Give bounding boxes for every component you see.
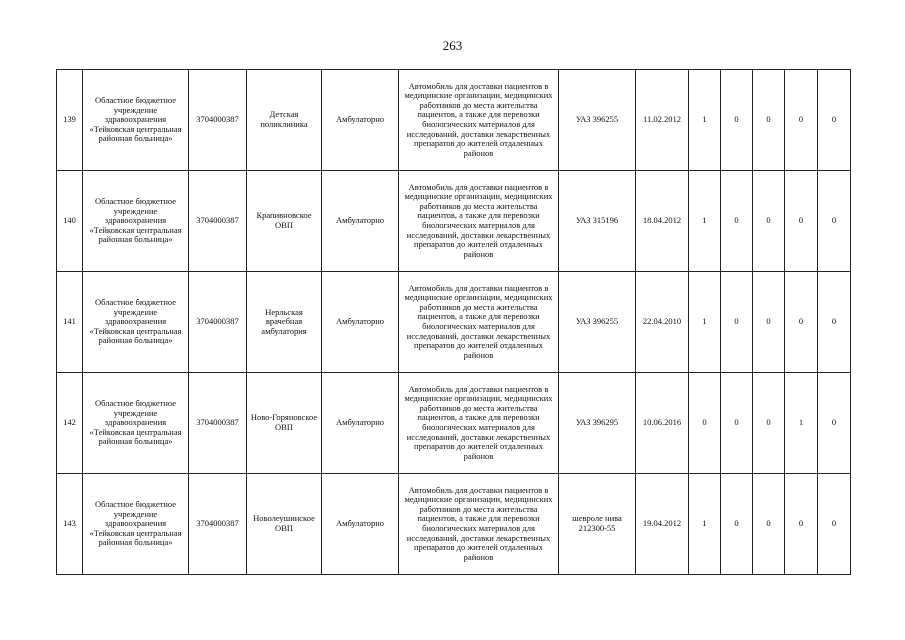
count-cell: 0 xyxy=(818,272,851,373)
subdivision-name: Новолеушинское ОВП xyxy=(247,474,322,575)
vehicle-purpose: Автомобиль для доставки пациентов в медицинские организации, медицинских работников до места жительства пациентов, а также для перевозки биологических материалов для исследований, доставки лекарственных препаратов до жителей отдаленных районов xyxy=(399,474,559,575)
count-cell: 0 xyxy=(721,474,753,575)
organization-name: Областное бюджетное учреждение здравоохранения «Тейковская центральная районная больница» xyxy=(83,70,189,171)
vehicle-purpose: Автомобиль для доставки пациентов в медицинские организации, медицинских работников до места жительства пациентов, а также для перевозки биологических материалов для исследований, доставки лекарственных препаратов до жителей отдаленных районов xyxy=(399,373,559,474)
table-row xyxy=(57,373,851,474)
count-cell: 1 xyxy=(785,373,818,474)
table-row xyxy=(57,474,851,575)
row-number: 140 xyxy=(57,171,83,272)
registration-date: 19.04.2012 xyxy=(636,474,689,575)
table-row xyxy=(57,70,851,171)
organization-name: Областное бюджетное учреждение здравоохранения «Тейковская центральная районная больница» xyxy=(83,272,189,373)
organization-name: Областное бюджетное учреждение здравоохранения «Тейковская центральная районная больница» xyxy=(83,474,189,575)
count-cell: 1 xyxy=(689,70,721,171)
count-cell: 0 xyxy=(753,272,785,373)
count-cell: 0 xyxy=(785,70,818,171)
count-cell: 1 xyxy=(689,474,721,575)
inn-code: 3704000387 xyxy=(189,272,247,373)
subdivision-name: Ново-Горяновское ОВП xyxy=(247,373,322,474)
count-cell: 0 xyxy=(753,70,785,171)
registration-date: 10.06.2016 xyxy=(636,373,689,474)
subdivision-name: Крапивновское ОВП xyxy=(247,171,322,272)
inn-code: 3704000387 xyxy=(189,70,247,171)
table-row xyxy=(57,171,851,272)
count-cell: 0 xyxy=(721,272,753,373)
count-cell: 0 xyxy=(785,474,818,575)
count-cell: 0 xyxy=(818,171,851,272)
inn-code: 3704000387 xyxy=(189,373,247,474)
care-type: Амбулаторно xyxy=(322,272,399,373)
subdivision-name: Детская поликлиника xyxy=(247,70,322,171)
vehicle-purpose: Автомобиль для доставки пациентов в медицинские организации, медицинских работников до места жительства пациентов, а также для перевозки биологических материалов для исследований, доставки лекарственных препаратов до жителей отдаленных районов xyxy=(399,171,559,272)
organization-name: Областное бюджетное учреждение здравоохранения «Тейковская центральная районная больница» xyxy=(83,171,189,272)
vehicle-registry-table xyxy=(56,69,851,575)
row-number: 139 xyxy=(57,70,83,171)
care-type: Амбулаторно xyxy=(322,474,399,575)
count-cell: 0 xyxy=(753,474,785,575)
vehicle-model: УАЗ 396295 xyxy=(559,373,636,474)
care-type: Амбулаторно xyxy=(322,70,399,171)
registration-date: 22.04.2010 xyxy=(636,272,689,373)
registration-date: 18.04.2012 xyxy=(636,171,689,272)
vehicle-model: шевроле нива 212300-55 xyxy=(559,474,636,575)
registration-date: 11.02.2012 xyxy=(636,70,689,171)
vehicle-model: УАЗ 315196 xyxy=(559,171,636,272)
count-cell: 1 xyxy=(689,171,721,272)
care-type: Амбулаторно xyxy=(322,171,399,272)
count-cell: 0 xyxy=(818,474,851,575)
subdivision-name: Нерльская врачебная амбулатория xyxy=(247,272,322,373)
vehicle-purpose: Автомобиль для доставки пациентов в медицинские организации, медицинских работников до места жительства пациентов, а также для перевозки биологических материалов для исследований, доставки лекарственных препаратов до жителей отдаленных районов xyxy=(399,272,559,373)
table-row xyxy=(57,272,851,373)
organization-name: Областное бюджетное учреждение здравоохранения «Тейковская центральная районная больница» xyxy=(83,373,189,474)
count-cell: 1 xyxy=(689,272,721,373)
count-cell: 0 xyxy=(721,171,753,272)
count-cell: 0 xyxy=(818,373,851,474)
row-number: 142 xyxy=(57,373,83,474)
row-number: 141 xyxy=(57,272,83,373)
count-cell: 0 xyxy=(721,70,753,171)
count-cell: 0 xyxy=(785,272,818,373)
inn-code: 3704000387 xyxy=(189,171,247,272)
count-cell: 0 xyxy=(721,373,753,474)
vehicle-model: УАЗ 396255 xyxy=(559,272,636,373)
vehicle-model: УАЗ 396255 xyxy=(559,70,636,171)
count-cell: 0 xyxy=(785,171,818,272)
page-number: 263 xyxy=(442,38,463,53)
inn-code: 3704000387 xyxy=(189,474,247,575)
count-cell: 0 xyxy=(818,70,851,171)
count-cell: 0 xyxy=(753,373,785,474)
row-number: 143 xyxy=(57,474,83,575)
count-cell: 0 xyxy=(753,171,785,272)
care-type: Амбулаторно xyxy=(322,373,399,474)
count-cell: 0 xyxy=(689,373,721,474)
vehicle-purpose: Автомобиль для доставки пациентов в медицинские организации, медицинских работников до места жительства пациентов, а также для перевозки биологических материалов для исследований, доставки лекарственных препаратов до жителей отдаленных районов xyxy=(399,70,559,171)
